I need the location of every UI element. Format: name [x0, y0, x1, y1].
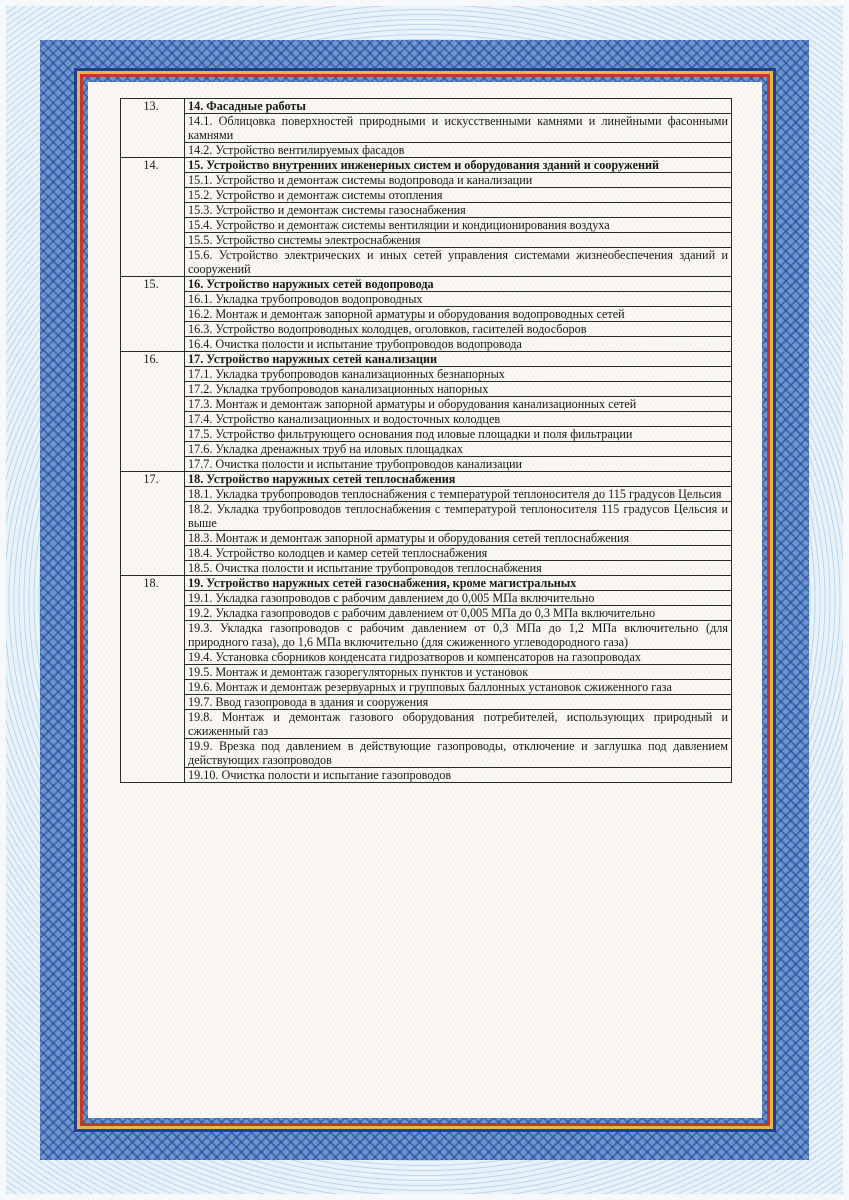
work-item: 15.5. Устройство системы электроснабжения — [185, 233, 732, 248]
item-row — [121, 457, 732, 472]
work-item: 18.4. Устройство колодцев и камер сетей теплоснабжения — [185, 546, 732, 561]
work-item: 17.3. Монтаж и демонтаж запорной арматуры и оборудования канализационных сетей — [185, 397, 732, 412]
item-row — [121, 487, 732, 502]
work-item: 16.2. Монтаж и демонтаж запорной арматуры и оборудования водопроводных сетей — [185, 307, 732, 322]
section-row — [121, 472, 732, 487]
item-row — [121, 710, 732, 739]
item-row — [121, 397, 732, 412]
item-row — [121, 665, 732, 680]
item-row — [121, 307, 732, 322]
section-number: 14. — [121, 158, 185, 277]
item-row — [121, 188, 732, 203]
work-item: 19.9. Врезка под давлением в действующие газопроводы, отключение и заглушка под давлением действующих газопроводов — [185, 739, 732, 768]
item-row — [121, 502, 732, 531]
work-item: 15.2. Устройство и демонтаж системы отопления — [185, 188, 732, 203]
item-row — [121, 382, 732, 397]
work-item: 19.1. Укладка газопроводов с рабочим давлением до 0,005 МПа включительно — [185, 591, 732, 606]
work-item: 18.2. Укладка трубопроводов теплоснабжения с температурой теплоносителя 115 градусов Цельсия и выше — [185, 502, 732, 531]
item-row — [121, 173, 732, 188]
item-row — [121, 680, 732, 695]
item-row — [121, 695, 732, 710]
work-item: 19.3. Укладка газопроводов с рабочим давлением от 0,3 МПа до 1,2 МПа включительно (для природного газа), до 1,6 МПа включительно (для сжиженного углеводородного газа) — [185, 621, 732, 650]
section-title: 18. Устройство наружных сетей теплоснабжения — [185, 472, 732, 487]
section-number: 17. — [121, 472, 185, 576]
work-item: 17.6. Укладка дренажных труб на иловых площадках — [185, 442, 732, 457]
item-row — [121, 367, 732, 382]
item-row — [121, 322, 732, 337]
item-row — [121, 546, 732, 561]
section-row — [121, 99, 732, 114]
work-types-table — [120, 98, 732, 783]
item-row — [121, 768, 732, 783]
work-item: 19.2. Укладка газопроводов с рабочим давлением от 0,005 МПа до 0,3 МПа включительно — [185, 606, 732, 621]
work-item: 16.1. Укладка трубопроводов водопроводных — [185, 292, 732, 307]
section-title: 15. Устройство внутренних инженерных систем и оборудования зданий и сооружений — [185, 158, 732, 173]
item-row — [121, 248, 732, 277]
item-row — [121, 561, 732, 576]
work-item: 19.5. Монтаж и демонтаж газорегуляторных пунктов и установок — [185, 665, 732, 680]
section-row — [121, 576, 732, 591]
item-row — [121, 218, 732, 233]
section-title: 14. Фасадные работы — [185, 99, 732, 114]
work-item: 15.6. Устройство электрических и иных сетей управления системами жизнеобеспечения зданий и сооружений — [185, 248, 732, 277]
section-row — [121, 158, 732, 173]
work-item: 18.5. Очистка полости и испытание трубопроводов теплоснабжения — [185, 561, 732, 576]
work-item: 19.7. Ввод газопровода в здания и сооружения — [185, 695, 732, 710]
item-row — [121, 650, 732, 665]
work-item: 16.4. Очистка полости и испытание трубопроводов водопровода — [185, 337, 732, 352]
work-item: 18.3. Монтаж и демонтаж запорной арматуры и оборудования сетей теплоснабжения — [185, 531, 732, 546]
work-item: 19.6. Монтаж и демонтаж резервуарных и групповых баллонных установок сжиженного газа — [185, 680, 732, 695]
section-number: 18. — [121, 576, 185, 783]
work-item: 16.3. Устройство водопроводных колодцев, оголовков, гасителей водосборов — [185, 322, 732, 337]
work-item: 17.4. Устройство канализационных и водосточных колодцев — [185, 412, 732, 427]
item-row — [121, 114, 732, 143]
work-item: 19.4. Установка сборников конденсата гидрозатворов и компенсаторов на газопроводах — [185, 650, 732, 665]
item-row — [121, 591, 732, 606]
section-row — [121, 277, 732, 292]
item-row — [121, 442, 732, 457]
item-row — [121, 606, 732, 621]
item-row — [121, 739, 732, 768]
work-item: 18.1. Укладка трубопроводов теплоснабжения с температурой теплоносителя до 115 градусов Цельсия — [185, 487, 732, 502]
item-row — [121, 203, 732, 218]
section-title: 17. Устройство наружных сетей канализации — [185, 352, 732, 367]
section-row — [121, 352, 732, 367]
work-item: 17.7. Очистка полости и испытание трубопроводов канализации — [185, 457, 732, 472]
work-item: 17.1. Укладка трубопроводов канализационных безнапорных — [185, 367, 732, 382]
item-row — [121, 412, 732, 427]
item-row — [121, 292, 732, 307]
work-item: 17.2. Укладка трубопроводов канализационных напорных — [185, 382, 732, 397]
work-item: 19.8. Монтаж и демонтаж газового оборудования потребителей, использующих природный и сжиженный газ — [185, 710, 732, 739]
item-row — [121, 531, 732, 546]
section-title: 16. Устройство наружных сетей водопровода — [185, 277, 732, 292]
work-item: 15.4. Устройство и демонтаж системы вентиляции и кондиционирования воздуха — [185, 218, 732, 233]
work-item: 19.10. Очистка полости и испытание газопроводов — [185, 768, 732, 783]
table-body — [121, 99, 732, 783]
work-item: 14.1. Облицовка поверхностей природными и искусственными камнями и линейными фасонными камнями — [185, 114, 732, 143]
section-number: 15. — [121, 277, 185, 352]
section-number: 13. — [121, 99, 185, 158]
work-item: 17.5. Устройство фильтрующего основания под иловые площадки и поля фильтрации — [185, 427, 732, 442]
item-row — [121, 233, 732, 248]
work-item: 14.2. Устройство вентилируемых фасадов — [185, 143, 732, 158]
work-item: 15.3. Устройство и демонтаж системы газоснабжения — [185, 203, 732, 218]
item-row — [121, 427, 732, 442]
item-row — [121, 337, 732, 352]
item-row — [121, 143, 732, 158]
section-number: 16. — [121, 352, 185, 472]
item-row — [121, 621, 732, 650]
section-title: 19. Устройство наружных сетей газоснабжения, кроме магистральных — [185, 576, 732, 591]
work-item: 15.1. Устройство и демонтаж системы водопровода и канализации — [185, 173, 732, 188]
